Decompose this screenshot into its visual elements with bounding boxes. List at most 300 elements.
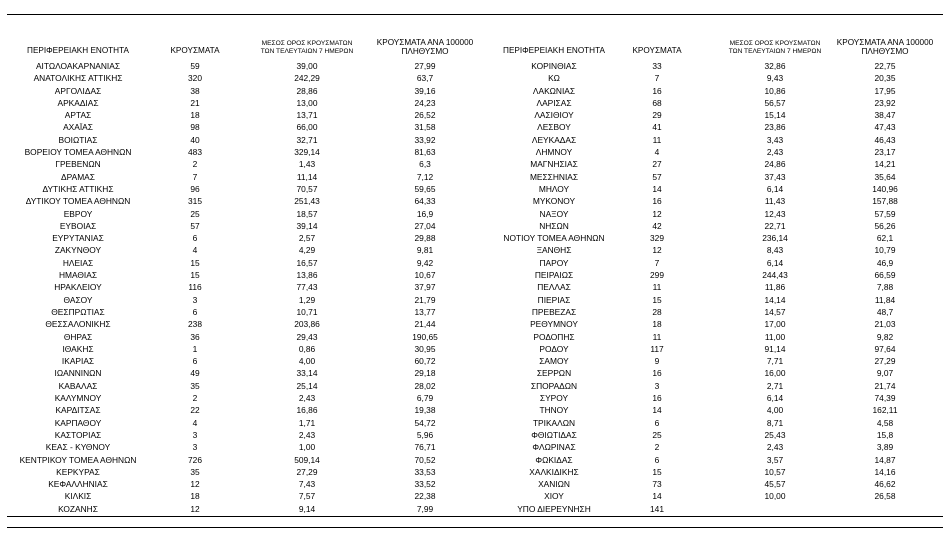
cases-cell: 7 xyxy=(192,171,198,182)
avg-cell: 37,43 xyxy=(764,171,786,182)
avg-cell: 23,86 xyxy=(764,122,786,133)
cases-cell: 11 xyxy=(652,331,662,342)
per-capita-cell: 74,39 xyxy=(874,393,896,404)
table-row xyxy=(0,244,950,256)
table-row xyxy=(0,306,950,318)
region-cell: ΕΥΒΟΙΑΣ xyxy=(59,220,97,231)
table-row xyxy=(0,158,950,170)
avg-cell: 11,86 xyxy=(764,282,786,293)
per-capita-cell: 62,1 xyxy=(876,233,894,244)
bottom-rule xyxy=(7,527,943,528)
per-capita-cell: 28,02 xyxy=(414,380,436,391)
table-row xyxy=(0,146,950,158)
avg-cell: 2,43 xyxy=(766,147,784,158)
region-cell: ΚΙΛΚΙΣ xyxy=(64,491,92,502)
region-cell: ΑΙΤΩΛΟΑΚΑΡΝΑΝΙΑΣ xyxy=(35,61,121,71)
avg-cell: 91,14 xyxy=(764,343,786,354)
table-row xyxy=(0,478,950,490)
avg-cell: 1,71 xyxy=(298,417,316,428)
per-capita-cell: 66,59 xyxy=(874,270,896,281)
table-row xyxy=(0,281,950,293)
cases-cell: 4 xyxy=(192,417,198,428)
avg-cell: 13,71 xyxy=(296,110,318,121)
table-row xyxy=(0,367,950,379)
cases-cell: 16 xyxy=(652,85,662,96)
region-cell: ΒΟΡΕΙΟΥ ΤΟΜΕΑ ΑΘΗΝΩΝ xyxy=(24,147,132,158)
region-cell: ΚΑΛΥΜΝΟΥ xyxy=(54,393,102,404)
avg-cell: 2,43 xyxy=(298,393,316,404)
region-cell: ΚΩ xyxy=(548,73,560,84)
per-capita-cell: 23,17 xyxy=(874,147,896,158)
cases-cell: 18 xyxy=(652,319,662,330)
region-cell: ΠΑΡΟΥ xyxy=(539,257,569,268)
region-cell: ΚΕΑΣ - ΚΥΘΝΟΥ xyxy=(45,442,111,453)
region-cell: ΥΠΟ ΔΙΕΡΕΥΝΗΣΗ xyxy=(517,503,591,514)
region-cell: ΠΕΛΛΑΣ xyxy=(537,282,571,293)
region-cell: ΚΕΝΤΡΙΚΟΥ ΤΟΜΕΑ ΑΘΗΝΩΝ xyxy=(19,454,137,465)
cases-cell: 57 xyxy=(652,171,662,182)
avg-cell: 244,43 xyxy=(762,270,788,281)
per-capita-cell: 26,58 xyxy=(874,491,896,502)
region-cell: ΙΘΑΚΗΣ xyxy=(62,343,94,354)
avg-cell: 16,57 xyxy=(296,257,318,268)
cases-cell: 42 xyxy=(652,220,662,231)
region-cell: ΣΠΟΡΑΔΩΝ xyxy=(530,380,578,391)
cases-cell: 25 xyxy=(652,429,662,440)
avg-cell: 3,57 xyxy=(766,454,784,465)
per-capita-cell: 47,43 xyxy=(874,122,896,133)
cases-cell: 6 xyxy=(192,356,198,367)
avg-cell: 66,00 xyxy=(296,122,318,133)
per-capita-cell: 5,96 xyxy=(416,429,434,440)
cases-cell: 98 xyxy=(190,122,200,133)
per-capita-cell: 6,3 xyxy=(419,159,431,170)
avg-cell: 4,00 xyxy=(766,405,784,416)
avg-cell: 236,14 xyxy=(762,233,788,244)
avg-cell: 25,43 xyxy=(764,429,786,440)
per-capita-cell: 29,18 xyxy=(414,368,436,379)
per-capita-cell: 23,92 xyxy=(874,97,896,108)
avg-cell: 2,57 xyxy=(298,233,316,244)
header-region-right: ΠΕΡΙΦΕΡΕΙΑΚΗ ΕΝΟΤΗΤΑ xyxy=(503,46,605,55)
cases-cell: 4 xyxy=(192,245,198,256)
header-avg-right xyxy=(714,40,836,56)
cases-cell: 36 xyxy=(190,331,200,342)
per-capita-cell: 46,9 xyxy=(876,257,894,268)
avg-cell: 32,71 xyxy=(296,134,318,145)
avg-cell: 17,00 xyxy=(764,319,786,330)
cases-cell: 15 xyxy=(190,270,200,281)
cases-cell: 14 xyxy=(652,491,662,502)
per-capita-cell: 38,47 xyxy=(874,110,896,121)
cases-cell: 2 xyxy=(654,442,660,453)
cases-cell: 6 xyxy=(192,306,198,317)
per-capita-cell: 140,96 xyxy=(872,183,898,194)
per-capita-cell: 17,95 xyxy=(874,85,896,96)
per-capita-cell: 46,43 xyxy=(874,134,896,145)
per-capita-cell: 7,12 xyxy=(416,171,434,182)
cases-cell: 59 xyxy=(190,61,200,71)
per-capita-cell: 76,71 xyxy=(414,442,436,453)
cases-cell: 16 xyxy=(652,368,662,379)
per-capita-cell: 22,38 xyxy=(414,491,436,502)
per-capita-cell: 9,81 xyxy=(416,245,434,256)
region-cell: ΗΡΑΚΛΕΙΟΥ xyxy=(54,282,102,293)
avg-cell: 4,29 xyxy=(298,245,316,256)
header-per-right xyxy=(826,38,944,56)
table-row xyxy=(0,392,950,404)
cases-cell: 6 xyxy=(654,417,660,428)
cases-cell: 7 xyxy=(654,73,660,84)
per-capita-cell: 21,03 xyxy=(874,319,896,330)
cases-cell: 3 xyxy=(192,294,198,305)
cases-cell: 96 xyxy=(190,183,200,194)
cases-cell: 15 xyxy=(652,466,662,477)
cases-cell: 315 xyxy=(188,196,202,207)
header-avg-left-line1: ΜΕΣΟΣ ΟΡΟΣ ΚΡΟΥΣΜΑΤΩΝ xyxy=(261,40,353,47)
table-row xyxy=(0,121,950,133)
cases-cell: 726 xyxy=(188,454,202,465)
avg-cell: 15,14 xyxy=(764,110,786,121)
per-capita-cell: 19,38 xyxy=(414,405,436,416)
cases-cell: 73 xyxy=(652,479,662,490)
cases-cell: 57 xyxy=(190,220,200,231)
cases-cell: 12 xyxy=(652,245,662,256)
avg-cell: 329,14 xyxy=(294,147,320,158)
avg-cell: 11,00 xyxy=(764,331,786,342)
avg-cell: 14,57 xyxy=(764,306,786,317)
cases-cell: 35 xyxy=(190,380,200,391)
avg-cell: 11,14 xyxy=(296,171,318,182)
region-cell: ΚΑΡΔΙΤΣΑΣ xyxy=(55,405,101,416)
region-cell: ΧΑΛΚΙΔΙΚΗΣ xyxy=(529,466,579,477)
region-cell: ΜΕΣΣΗΝΙΑΣ xyxy=(529,171,579,182)
region-cell: ΠΡΕΒΕΖΑΣ xyxy=(531,306,577,317)
region-cell: ΡΟΔΟΠΗΣ xyxy=(533,331,575,342)
per-capita-cell: 11,84 xyxy=(874,294,896,305)
region-cell: ΛΑΚΩΝΙΑΣ xyxy=(532,85,576,96)
cases-cell: 483 xyxy=(188,147,202,158)
region-cell: ΕΥΡΥΤΑΝΙΑΣ xyxy=(52,233,104,244)
per-capita-cell: 24,23 xyxy=(414,97,436,108)
avg-cell: 24,86 xyxy=(764,159,786,170)
cases-cell: 18 xyxy=(190,110,200,121)
avg-cell: 39,00 xyxy=(296,61,318,71)
cases-cell: 116 xyxy=(188,282,202,293)
region-cell: ΚΕΦΑΛΛΗΝΙΑΣ xyxy=(48,479,108,490)
region-cell: ΤΡΙΚΑΛΩΝ xyxy=(532,417,576,428)
avg-cell: 2,43 xyxy=(766,442,784,453)
cases-cell: 2 xyxy=(192,159,198,170)
per-capita-cell: 39,16 xyxy=(414,85,436,96)
cases-cell: 12 xyxy=(652,208,662,219)
avg-cell: 9,14 xyxy=(298,503,316,514)
avg-cell: 1,00 xyxy=(298,442,316,453)
region-cell: ΜΑΓΝΗΣΙΑΣ xyxy=(530,159,578,170)
cases-cell: 16 xyxy=(652,393,662,404)
cases-cell: 117 xyxy=(650,343,664,354)
per-capita-cell: 190,65 xyxy=(412,331,438,342)
region-cell: ΡΟΔΟΥ xyxy=(539,343,569,354)
table-row xyxy=(0,429,950,441)
cases-cell: 35 xyxy=(190,466,200,477)
region-cell: ΗΛΕΙΑΣ xyxy=(62,257,94,268)
avg-cell: 6,14 xyxy=(766,183,784,194)
cases-cell: 28 xyxy=(652,306,662,317)
cases-cell: 41 xyxy=(652,122,662,133)
avg-cell: 242,29 xyxy=(294,73,320,84)
region-cell: ΚΕΡΚΥΡΑΣ xyxy=(56,466,100,477)
region-cell: ΛΑΡΙΣΑΣ xyxy=(536,97,572,108)
per-capita-cell: 22,75 xyxy=(874,61,896,71)
region-cell: ΝΑΞΟΥ xyxy=(539,208,569,219)
region-cell: ΛΑΣΙΘΙΟΥ xyxy=(534,110,574,121)
table-row xyxy=(0,171,950,183)
avg-cell: 10,00 xyxy=(764,491,786,502)
cases-cell: 4 xyxy=(654,147,660,158)
avg-cell: 7,71 xyxy=(766,356,784,367)
per-capita-cell: 29,88 xyxy=(414,233,436,244)
region-cell: ΖΑΚΥΝΘΟΥ xyxy=(54,245,102,256)
per-capita-cell: 6,79 xyxy=(416,393,434,404)
table-row xyxy=(0,109,950,121)
per-capita-cell: 31,58 xyxy=(414,122,436,133)
header-cases-left: ΚΡΟΥΣΜΑΤΑ xyxy=(170,46,220,55)
region-cell: ΦΛΩΡΙΝΑΣ xyxy=(532,442,576,453)
region-cell: ΑΧΑΪΑΣ xyxy=(63,122,93,133)
table-row xyxy=(0,134,950,146)
cases-cell: 68 xyxy=(652,97,662,108)
cases-cell: 141 xyxy=(650,503,664,514)
region-cell: ΧΑΝΙΩΝ xyxy=(538,479,570,490)
per-capita-cell: 33,92 xyxy=(414,134,436,145)
cases-cell: 27 xyxy=(652,159,662,170)
per-capita-cell: 81,63 xyxy=(414,147,436,158)
per-capita-cell: 20,35 xyxy=(874,73,896,84)
per-capita-cell: 37,97 xyxy=(414,282,436,293)
avg-cell: 16,86 xyxy=(296,405,318,416)
table-row xyxy=(0,97,950,109)
region-cell: ΘΗΡΑΣ xyxy=(63,331,93,342)
avg-cell: 45,57 xyxy=(764,479,786,490)
per-capita-cell: 9,82 xyxy=(876,331,894,342)
avg-cell: 3,43 xyxy=(766,134,784,145)
region-cell: ΤΗΝΟΥ xyxy=(539,405,569,416)
cases-cell: 15 xyxy=(652,294,662,305)
region-cell: ΚΟΖΑΝΗΣ xyxy=(58,503,98,514)
cases-cell: 14 xyxy=(652,405,662,416)
avg-cell: 2,43 xyxy=(298,429,316,440)
table-row xyxy=(0,417,950,429)
header-per-left xyxy=(366,38,484,56)
per-capita-cell: 27,99 xyxy=(414,61,436,71)
avg-cell: 14,14 xyxy=(764,294,786,305)
cases-cell: 238 xyxy=(188,319,202,330)
table-row xyxy=(0,503,950,515)
per-capita-cell: 63,7 xyxy=(416,73,434,84)
cases-cell: 12 xyxy=(190,503,200,514)
per-capita-cell: 13,77 xyxy=(414,306,436,317)
cases-cell: 1 xyxy=(192,343,198,354)
per-capita-cell: 33,53 xyxy=(414,466,436,477)
per-capita-cell: 3,89 xyxy=(876,442,894,453)
avg-cell: 29,43 xyxy=(296,331,318,342)
avg-cell: 33,14 xyxy=(296,368,318,379)
avg-cell: 10,57 xyxy=(764,466,786,477)
cases-cell: 21 xyxy=(190,97,200,108)
region-cell: ΣΑΜΟΥ xyxy=(539,356,569,367)
per-capita-cell: 57,59 xyxy=(874,208,896,219)
avg-cell: 203,86 xyxy=(294,319,320,330)
header-per-left-line1: ΚΡΟΥΣΜΑΤΑ ΑΝΑ 100000 xyxy=(376,38,474,47)
table-row xyxy=(0,331,950,343)
region-cell: ΧΙΟΥ xyxy=(544,491,564,502)
table-row xyxy=(0,441,950,453)
avg-cell: 4,00 xyxy=(298,356,316,367)
per-capita-cell: 21,79 xyxy=(414,294,436,305)
per-capita-cell: 157,88 xyxy=(872,196,898,207)
header-per-left-line2: ΠΛΗΘΥΣΜΟ xyxy=(401,47,449,56)
table-row xyxy=(0,232,950,244)
cases-cell: 3 xyxy=(192,442,198,453)
per-capita-cell: 15,8 xyxy=(876,429,894,440)
region-cell: ΔΥΤΙΚΟΥ ΤΟΜΕΑ ΑΘΗΝΩΝ xyxy=(25,196,131,207)
per-capita-cell: 10,67 xyxy=(414,270,436,281)
avg-cell: 1,43 xyxy=(298,159,316,170)
cases-cell: 25 xyxy=(190,208,200,219)
avg-cell: 22,71 xyxy=(764,220,786,231)
avg-cell: 39,14 xyxy=(296,220,318,231)
avg-cell: 25,14 xyxy=(296,380,318,391)
table-row xyxy=(0,269,950,281)
region-cell: ΛΗΜΝΟΥ xyxy=(535,147,573,158)
region-cell: ΑΡΚΑΔΙΑΣ xyxy=(57,97,99,108)
region-cell: ΘΑΣΟΥ xyxy=(63,294,93,305)
cases-cell: 2 xyxy=(192,393,198,404)
per-capita-cell: 21,44 xyxy=(414,319,436,330)
header-avg-right-line1: ΜΕΣΟΣ ΟΡΟΣ ΚΡΟΥΣΜΑΤΩΝ xyxy=(729,40,821,47)
region-cell: ΡΕΘΥΜΝΟΥ xyxy=(530,319,578,330)
per-capita-cell: 33,52 xyxy=(414,479,436,490)
region-cell: ΝΟΤΙΟΥ ΤΟΜΕΑ ΑΘΗΝΩΝ xyxy=(503,233,605,244)
avg-cell: 10,86 xyxy=(764,85,786,96)
cases-cell: 18 xyxy=(190,491,200,502)
avg-cell: 16,00 xyxy=(764,368,786,379)
region-cell: ΚΑΣΤΟΡΙΑΣ xyxy=(54,429,102,440)
table-row xyxy=(0,72,950,84)
avg-cell: 2,71 xyxy=(766,380,784,391)
table-row xyxy=(0,343,950,355)
cases-cell: 7 xyxy=(654,257,660,268)
region-cell: ΝΗΣΩΝ xyxy=(539,220,569,231)
cases-cell: 33 xyxy=(652,61,662,71)
avg-cell: 28,86 xyxy=(296,85,318,96)
region-cell: ΜΥΚΟΝΟΥ xyxy=(532,196,576,207)
region-cell: ΜΗΛΟΥ xyxy=(538,183,570,194)
table-row xyxy=(0,318,950,330)
avg-cell: 8,71 xyxy=(766,417,784,428)
region-cell: ΙΩΑΝΝΙΝΩΝ xyxy=(54,368,102,379)
table-row xyxy=(0,490,950,502)
cases-cell: 320 xyxy=(188,73,202,84)
avg-cell: 10,71 xyxy=(296,306,318,317)
avg-cell: 12,43 xyxy=(764,208,786,219)
avg-cell: 251,43 xyxy=(294,196,320,207)
per-capita-cell: 14,16 xyxy=(874,466,896,477)
header-avg-left xyxy=(246,40,368,56)
region-cell: ΔΥΤΙΚΗΣ ΑΤΤΙΚΗΣ xyxy=(42,183,114,194)
per-capita-cell: 27,29 xyxy=(874,356,896,367)
cases-cell: 12 xyxy=(190,479,200,490)
per-capita-cell: 16,9 xyxy=(416,208,434,219)
avg-cell: 0,86 xyxy=(298,343,316,354)
right-table-body xyxy=(0,60,950,515)
cases-cell: 11 xyxy=(652,134,662,145)
region-cell: ΑΡΓΟΛΙΔΑΣ xyxy=(54,85,102,96)
cases-cell: 6 xyxy=(654,454,660,465)
per-capita-cell: 97,64 xyxy=(874,343,896,354)
header-avg-left-line2: ΤΩΝ ΤΕΛΕΥΤΑΙΩΝ 7 ΗΜΕΡΩΝ xyxy=(260,48,354,55)
region-cell: ΚΑΒΑΛΑΣ xyxy=(58,380,98,391)
avg-cell: 32,86 xyxy=(764,61,786,71)
region-cell: ΚΟΡΙΝΘΙΑΣ xyxy=(531,61,577,71)
cases-cell: 299 xyxy=(650,270,664,281)
region-cell: ΕΒΡΟΥ xyxy=(63,208,93,219)
cases-cell: 6 xyxy=(192,233,198,244)
cases-cell: 9 xyxy=(654,356,660,367)
avg-cell: 7,43 xyxy=(298,479,316,490)
table-row xyxy=(0,85,950,97)
avg-cell: 13,00 xyxy=(296,97,318,108)
region-cell: ΓΡΕΒΕΝΩΝ xyxy=(55,159,101,170)
per-capita-cell: 4,58 xyxy=(876,417,894,428)
per-capita-cell: 27,04 xyxy=(414,220,436,231)
per-capita-cell: 56,26 xyxy=(874,220,896,231)
region-cell: ΙΚΑΡΙΑΣ xyxy=(61,356,95,367)
region-cell: ΣΥΡΟΥ xyxy=(539,393,569,404)
per-capita-cell: 35,64 xyxy=(874,171,896,182)
region-cell: ΚΑΡΠΑΘΟΥ xyxy=(54,417,102,428)
table-row xyxy=(0,195,950,207)
cases-cell: 3 xyxy=(192,429,198,440)
table-row xyxy=(0,208,950,220)
cases-cell: 22 xyxy=(190,405,200,416)
avg-cell: 77,43 xyxy=(296,282,318,293)
per-capita-cell: 54,72 xyxy=(414,417,436,428)
header-cases-right: ΚΡΟΥΣΜΑΤΑ xyxy=(632,46,682,55)
region-cell: ΠΙΕΡΙΑΣ xyxy=(537,294,571,305)
avg-cell: 11,43 xyxy=(764,196,786,207)
per-capita-cell: 10,79 xyxy=(874,245,896,256)
per-capita-cell: 21,74 xyxy=(874,380,896,391)
table-row xyxy=(0,454,950,466)
region-cell: ΔΡΑΜΑΣ xyxy=(61,171,95,182)
per-capita-cell: 7,88 xyxy=(876,282,894,293)
avg-cell: 6,14 xyxy=(766,257,784,268)
per-capita-cell: 26,52 xyxy=(414,110,436,121)
table-row xyxy=(0,183,950,195)
avg-cell: 13,86 xyxy=(296,270,318,281)
cases-cell: 49 xyxy=(190,368,200,379)
avg-cell: 9,43 xyxy=(766,73,784,84)
avg-cell: 6,14 xyxy=(766,393,784,404)
per-capita-cell: 162,11 xyxy=(872,405,898,416)
cases-cell: 11 xyxy=(652,282,662,293)
per-capita-cell: 7,99 xyxy=(416,503,434,514)
region-cell: ΛΕΥΚΑΔΑΣ xyxy=(531,134,577,145)
per-capita-cell: 14,21 xyxy=(874,159,896,170)
per-capita-cell: 48,7 xyxy=(876,306,894,317)
